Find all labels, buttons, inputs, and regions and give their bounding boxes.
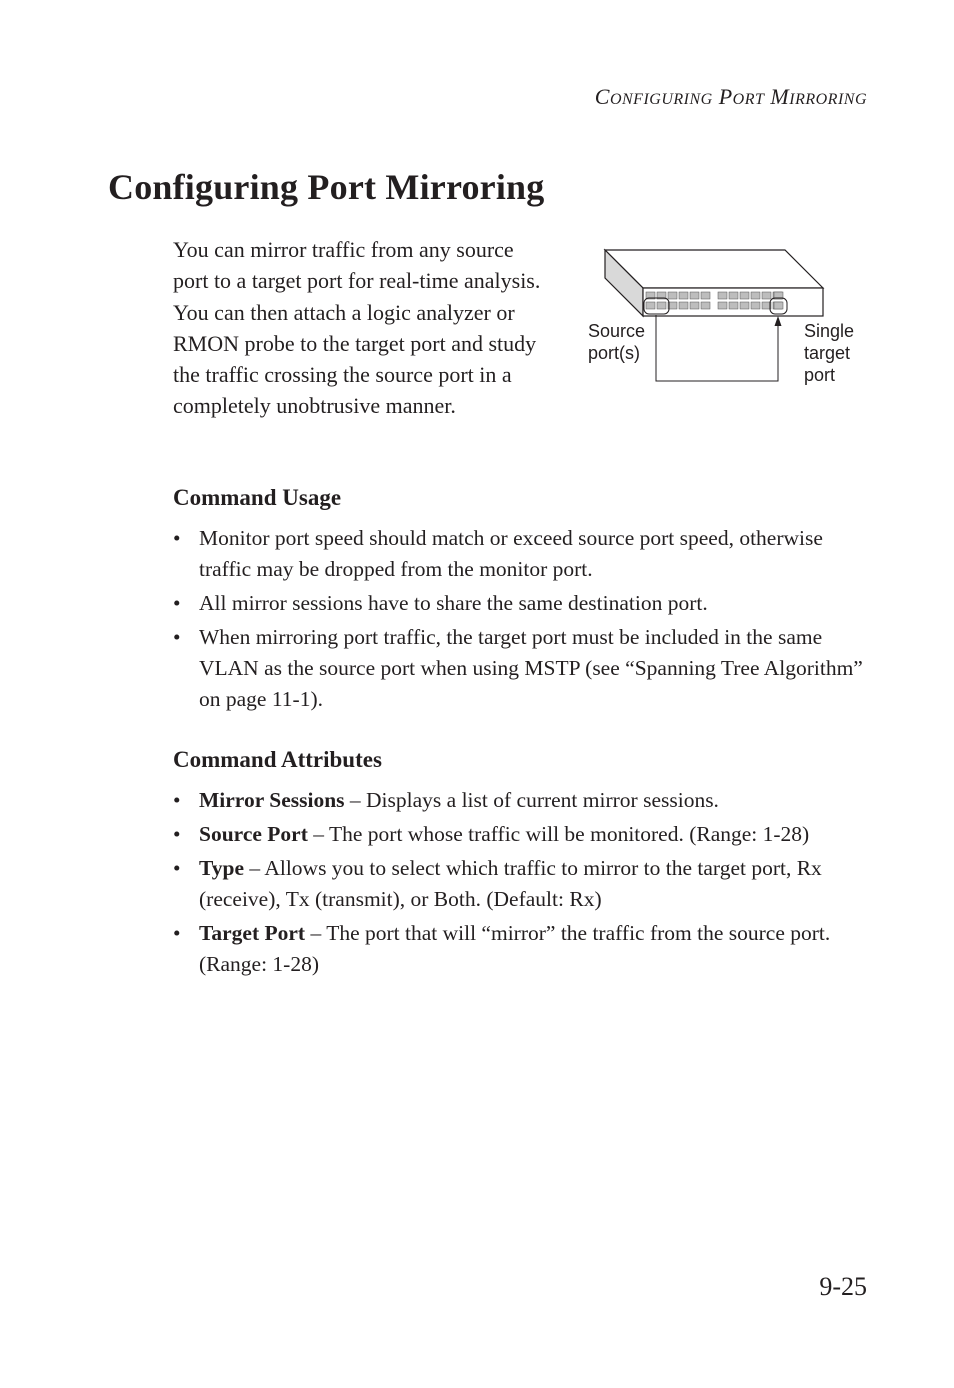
port-block — [668, 292, 677, 299]
port-block — [729, 302, 738, 309]
port-block — [762, 292, 771, 299]
command-attributes-heading: Command Attributes — [173, 747, 382, 772]
port-block — [740, 292, 749, 299]
running-header — [595, 84, 867, 110]
port-block — [701, 302, 710, 309]
attribute-term: Type — [199, 855, 244, 880]
port-block — [690, 302, 699, 309]
attribute-term: Mirror Sessions — [199, 788, 345, 812]
mirror-connection-line — [656, 315, 778, 381]
target-port-label: Single target port — [804, 321, 855, 385]
port-block — [718, 302, 727, 309]
port-block — [679, 292, 688, 299]
list-item: • Target Port – The port that will “mirror” the traffic from the source port. (Range: 1-28) — [173, 920, 831, 976]
list-item: • Monitor port speed should match or exceed source port speed, otherwise traffic may be dropped from the monitor port. — [173, 526, 823, 582]
port-block — [701, 292, 710, 299]
port-block — [751, 302, 760, 309]
list-item: • Type – Allows you to select which traffic to mirror to the target port, Rx (receive), Tx (transmit), or Both. (Default: Rx) — [173, 855, 822, 911]
port-block — [679, 302, 688, 309]
running-header-word-2: PORT — [718, 84, 765, 109]
port-block — [718, 292, 727, 299]
running-header-word-1: CONFIGURING — [594, 84, 713, 109]
source-ports-label: Source port(s) — [588, 321, 646, 363]
port-block — [740, 302, 749, 309]
running-header-word-3: MIRRORING — [770, 84, 867, 109]
port-mirroring-diagram — [580, 240, 880, 400]
list-item: • All mirror sessions have to share the same destination port. — [173, 591, 708, 616]
attribute-term: Source Port — [199, 821, 308, 846]
command-usage-list — [173, 523, 873, 718]
port-block — [774, 302, 783, 309]
command-attributes-list — [173, 785, 873, 983]
port-block — [751, 292, 760, 299]
attribute-term: Target Port — [199, 920, 306, 945]
command-usage-heading: Command Usage — [173, 485, 342, 510]
list-item: • Source Port – The port whose traffic will be monitored. (Range: 1-28) — [173, 821, 810, 846]
page-number: 9-25 — [819, 1272, 867, 1301]
intro-paragraph: You can mirror traffic from any source port to a target port for real-time analysis. You can then attach a logic analyzer or RMON probe to the target port and study the traffic crossing the source port in a completely unobtrusive manner. — [173, 237, 541, 419]
list-item: • Mirror Sessions – Displays a list of current mirror sessions. — [173, 788, 719, 812]
port-block — [729, 292, 738, 299]
port-block — [690, 292, 699, 299]
list-item: • When mirroring port traffic, the target port must be included in the same VLAN as the source port when using MSTP (see “Spanning Tree Algorithm” on page 11-1). — [173, 624, 863, 712]
arrow-head-icon — [775, 316, 782, 326]
port-block — [657, 302, 666, 309]
page-title: Configuring Port Mirroring — [108, 167, 545, 207]
port-block — [646, 302, 655, 309]
